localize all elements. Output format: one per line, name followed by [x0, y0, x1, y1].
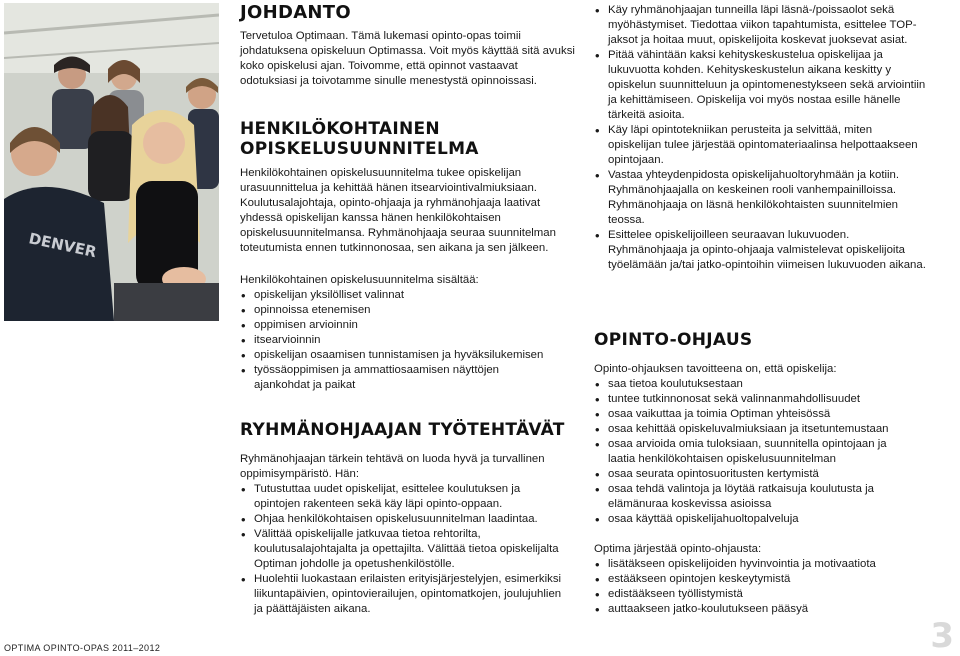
list-item: • estääkseen opintojen keskeytymistä: [594, 572, 928, 587]
list-item: • osaa vaikuttaa ja toimia Optiman yhteisössä: [594, 407, 894, 422]
ryhma-intro: Ryhmänohjaajan tärkein tehtävä on luoda hyvä ja turvallinen oppimisympäristö. Hän:: [240, 453, 545, 480]
ryhma-title: RYHMÄNOHJAAJAN TYÖTEHTÄVÄT: [240, 420, 565, 440]
list-item: • työssäoppimisen ja ammattiosaamisen näyttöjen ajankohdat ja paikat: [240, 363, 554, 393]
list-item: • osaa käyttää opiskelijahuoltopalveluja: [594, 512, 894, 527]
list-item: • osaa kehittää opiskeluvalmiuksiaan ja itsetuntemustaan: [594, 422, 894, 437]
intro-title: JOHDANTO: [240, 2, 351, 23]
sweatshirt-logo-text: DENVER: [27, 229, 99, 262]
opo-intro2: Optima järjestää opinto-ohjausta:: [594, 543, 762, 555]
list-item: • Pitää vähintään kaksi kehityskeskustelua opiskelijaa ja lukuvuotta kohden. Kehityskeskustelun aikana keskitty y opiskelun suunnitteluun ja opintomenestykseen sekä arviointiin ja kehittämiseen. Opiskelija voi myös nostaa esille hänelle tärkeitä asioita.: [594, 48, 928, 123]
intro-text: Tervetuloa Optimaan. Tämä lukemasi opinto-opas toimii johdatuksena opiskeluun Optimassa. Voit myös käyttää sitä avuksi koko opiskelusi ajan. Toivomme, että opinnot vastaavat odotuksiasi ja toivotamme sinulle menestystä opinnoissasi.: [240, 30, 575, 87]
opo-intro: Opinto-ohjauksen tavoitteena on, että opiskelija:: [594, 363, 837, 375]
students-photo: [4, 3, 219, 321]
ryhma-list: [240, 482, 562, 617]
list-item: • edistääkseen työllistymistä: [594, 587, 928, 602]
list-item: • Vastaa yhteydenpidosta opiskelijahuoltoryhmään ja kotiin. Ryhmänohjaajalla on keskeinen rooli vanhempainilloissa. Ryhmänohjaaja on läsnä henkilökohtaisten suunnitelmien teossa.: [594, 168, 928, 228]
hops-title-line1: HENKILÖKOHTAINEN: [240, 119, 440, 139]
list-item: • Ohjaa henkilökohtaisen opiskelusuunnitelman laadintaa.: [240, 512, 562, 527]
list-item: • opiskelijan osaamisen tunnistamisen ja hyväksilukemisen: [240, 348, 570, 363]
list-item: • opiskelijan yksilölliset valinnat: [240, 288, 570, 303]
list-item: • Käy läpi opintotekniikan perusteita ja selvittää, miten opiskelijan tulee järjestää opintomateriaalinsa helpottaakseen opintojaan.: [594, 123, 928, 168]
hops-list-intro: Henkilökohtainen opiskelusuunnitelma sisältää:: [240, 274, 479, 286]
hops-title-line2: OPISKELUSUUNNITELMA: [240, 139, 479, 159]
list-item: • itsearvioinnin: [240, 333, 570, 348]
list-item: • tuntee tutkinnonosat sekä valinnanmahdollisuudet: [594, 392, 894, 407]
list-item: • osaa tehdä valintoja ja löytää ratkaisuja koulutusta ja elämänuraa koskevissa asioissa: [594, 482, 894, 512]
list-item: • auttaakseen jatko-koulutukseen pääsyä: [594, 602, 928, 617]
opo-list: [594, 377, 894, 527]
opo-list2: [594, 557, 928, 617]
opo-title: OPINTO-OHJAUS: [594, 330, 753, 350]
hops-list: [240, 288, 570, 393]
list-item: • lisätäkseen opiskelijoiden hyvinvointia ja motivaatiota: [594, 557, 928, 572]
list-item: • osaa seurata opintosuoritusten kertymistä: [594, 467, 894, 482]
page-number: 3: [930, 616, 954, 656]
list-item: • Välittää opiskelijalle jatkuvaa tietoa rehtorilta, koulutusalajohtajalta ja opettajilta. Välittää tietoa opiskelijalta Optiman johdolle ja opetushenkilöstölle.: [240, 527, 562, 572]
list-item: • Huolehtii luokastaan erilaisten erityisjärjestelyjen, esimerkiksi liikuntapäivien, opintovierailujen, opintomatkojen, joulujuhlien ja päättäjäisten aikana.: [240, 572, 562, 617]
list-item: • opinnoissa etenemisen: [240, 303, 570, 318]
list-item: • Käy ryhmänohjaajan tunneilla läpi läsnä-/poissaolot sekä myöhästymiset. Tiedottaa viikon tapahtumista, esittelee TOP-jaksot ja hoitaa muut, opiskelijoita koskevat juoksevat asiat.: [594, 3, 928, 48]
list-item: • Esittelee opiskelijoilleen seuraavan lukuvuoden. Ryhmänohjaaja ja opinto-ohjaaja valmistelevat opiskelijoita työelämään ja/tai jatko-opintoihin viimeisen lukuvuoden aikana.: [594, 228, 928, 273]
list-item: • osaa arvioida omia tuloksiaan, suunnitella opintojaan ja laatia henkilökohtaisen opiskelusuunnitelman: [594, 437, 894, 467]
students-photo-graphic: [4, 3, 219, 321]
list-item: • oppimisen arvioinnin: [240, 318, 570, 333]
page-footer: OPTIMA OPINTO-OPAS 2011–2012: [4, 643, 161, 653]
ryhma-list-continued: [594, 3, 928, 273]
list-item: • Tutustuttaa uudet opiskelijat, esittelee koulutuksen ja opintojen rakenteen sekä käy läpi opinto-oppaan.: [240, 482, 562, 512]
hops-paragraph: Henkilökohtainen opiskelusuunnitelma tukee opiskelijan urasuunnittelua ja kehittää hänen itsearviointivalmiuksiaan. Koulutusalajohtaja, opinto-ohjaaja ja ryhmänohjaaja laativat yhdessä opiskelijan kanssa hänen henkilökohtaisen opiskelusuunnitelmansa. Ryhmänohjaaja seuraa suunnitelman toteutumista ennen tutkinnonosaa, sen aikana ja sen jälkeen.: [240, 167, 556, 254]
list-item: • saa tietoa koulutuksestaan: [594, 377, 894, 392]
